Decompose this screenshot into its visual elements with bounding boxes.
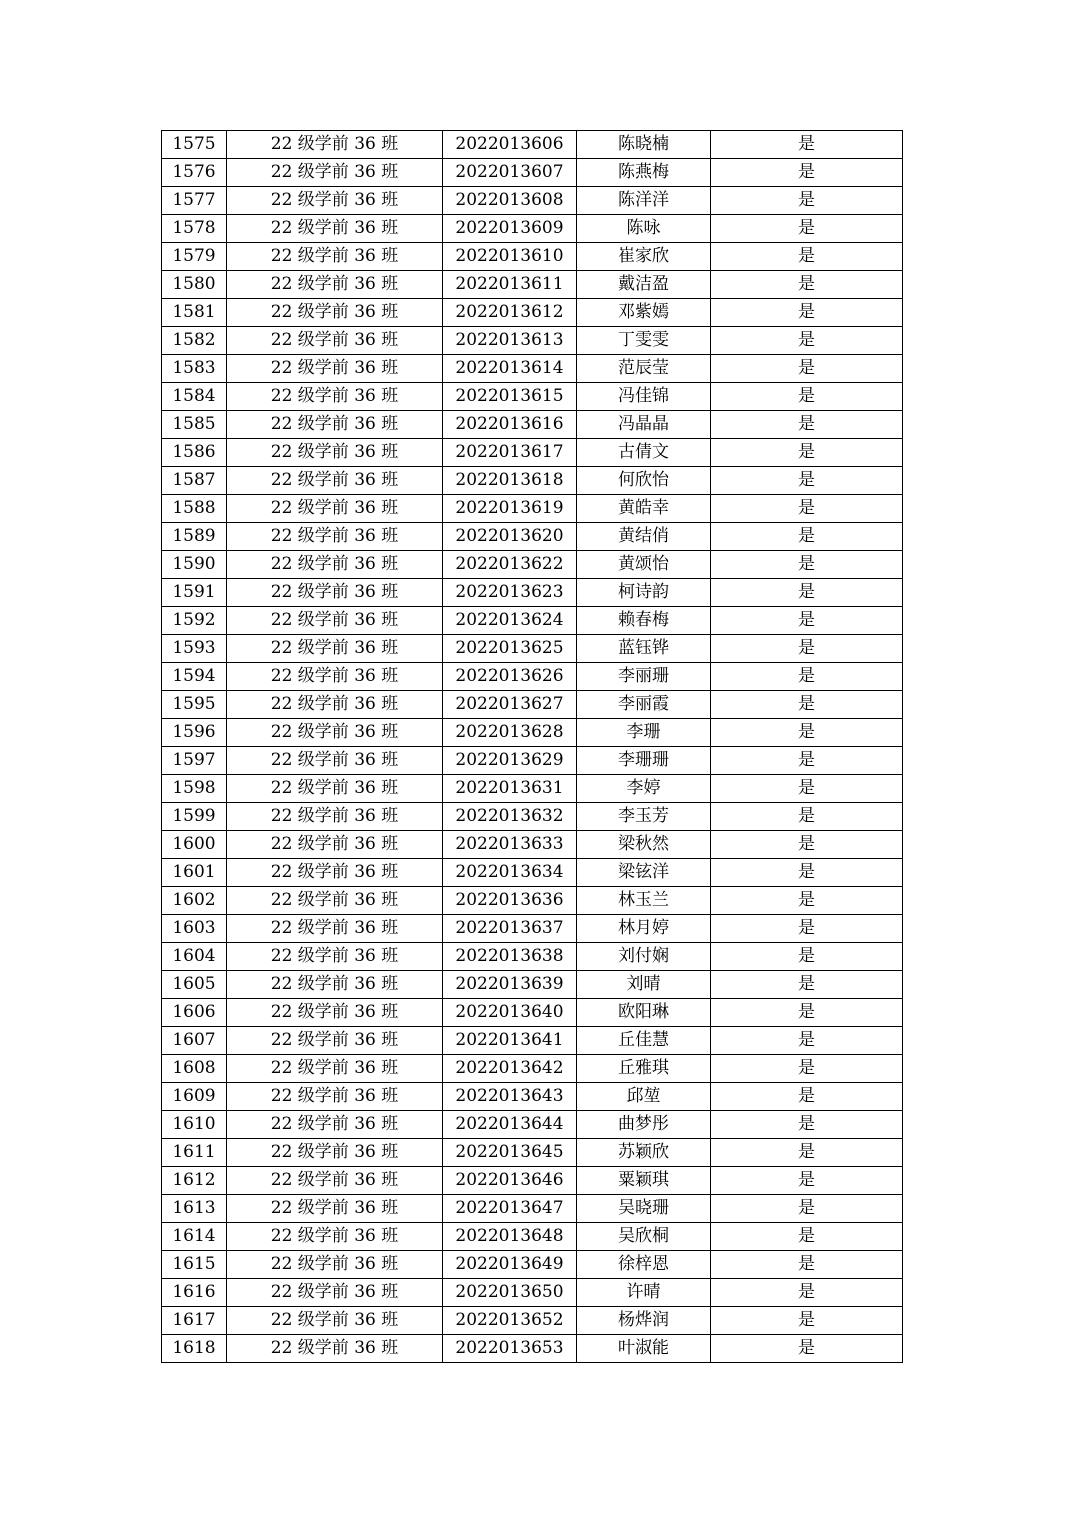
student-name-cell: 冯佳锦 — [577, 383, 711, 411]
status-cell: 是 — [711, 579, 903, 607]
table-row — [162, 719, 903, 747]
row-number-cell: 1589 — [162, 523, 227, 551]
row-number-cell: 1592 — [162, 607, 227, 635]
student-id-cell: 2022013607 — [443, 159, 577, 187]
status-cell: 是 — [711, 495, 903, 523]
student-id-cell: 2022013620 — [443, 523, 577, 551]
class-name-cell: 22 级学前 36 班 — [227, 271, 443, 299]
student-id-cell: 2022013609 — [443, 215, 577, 243]
table-row — [162, 663, 903, 691]
student-id-cell: 2022013642 — [443, 1055, 577, 1083]
student-id-cell: 2022013641 — [443, 1027, 577, 1055]
student-name-cell: 杨烨润 — [577, 1307, 711, 1335]
student-name-cell: 范辰莹 — [577, 355, 711, 383]
student-id-cell: 2022013652 — [443, 1307, 577, 1335]
class-name-cell: 22 级学前 36 班 — [227, 467, 443, 495]
class-name-cell: 22 级学前 36 班 — [227, 999, 443, 1027]
student-name-cell: 丘佳慧 — [577, 1027, 711, 1055]
status-cell: 是 — [711, 775, 903, 803]
student-id-cell: 2022013613 — [443, 327, 577, 355]
class-name-cell: 22 级学前 36 班 — [227, 439, 443, 467]
table-row — [162, 635, 903, 663]
status-cell: 是 — [711, 271, 903, 299]
student-name-cell: 叶淑能 — [577, 1335, 711, 1363]
class-name-cell: 22 级学前 36 班 — [227, 495, 443, 523]
table-row — [162, 747, 903, 775]
row-number-cell: 1591 — [162, 579, 227, 607]
table-row — [162, 1223, 903, 1251]
class-name-cell: 22 级学前 36 班 — [227, 747, 443, 775]
status-cell: 是 — [711, 1139, 903, 1167]
status-cell: 是 — [711, 1335, 903, 1363]
student-name-cell: 徐梓恩 — [577, 1251, 711, 1279]
student-name-cell: 许晴 — [577, 1279, 711, 1307]
student-id-cell: 2022013615 — [443, 383, 577, 411]
table-row — [162, 1083, 903, 1111]
status-cell: 是 — [711, 971, 903, 999]
table-row — [162, 887, 903, 915]
table-row — [162, 299, 903, 327]
student-name-cell: 林月婷 — [577, 915, 711, 943]
table-row — [162, 355, 903, 383]
class-name-cell: 22 级学前 36 班 — [227, 1111, 443, 1139]
row-number-cell: 1598 — [162, 775, 227, 803]
roster-body — [162, 131, 903, 1363]
status-cell: 是 — [711, 355, 903, 383]
student-name-cell: 李珊珊 — [577, 747, 711, 775]
student-id-cell: 2022013638 — [443, 943, 577, 971]
table-row — [162, 1027, 903, 1055]
class-name-cell: 22 级学前 36 班 — [227, 1307, 443, 1335]
table-row — [162, 859, 903, 887]
table-row — [162, 1139, 903, 1167]
student-name-cell: 丁雯雯 — [577, 327, 711, 355]
table-row — [162, 1251, 903, 1279]
row-number-cell: 1612 — [162, 1167, 227, 1195]
row-number-cell: 1618 — [162, 1335, 227, 1363]
class-name-cell: 22 级学前 36 班 — [227, 579, 443, 607]
row-number-cell: 1608 — [162, 1055, 227, 1083]
student-name-cell: 冯晶晶 — [577, 411, 711, 439]
class-name-cell: 22 级学前 36 班 — [227, 1055, 443, 1083]
row-number-cell: 1579 — [162, 243, 227, 271]
table-row — [162, 467, 903, 495]
row-number-cell: 1601 — [162, 859, 227, 887]
student-id-cell: 2022013619 — [443, 495, 577, 523]
class-name-cell: 22 级学前 36 班 — [227, 131, 443, 159]
table-row — [162, 411, 903, 439]
student-id-cell: 2022013639 — [443, 971, 577, 999]
student-name-cell: 刘付娴 — [577, 943, 711, 971]
class-name-cell: 22 级学前 36 班 — [227, 915, 443, 943]
row-number-cell: 1576 — [162, 159, 227, 187]
row-number-cell: 1585 — [162, 411, 227, 439]
row-number-cell: 1615 — [162, 1251, 227, 1279]
class-name-cell: 22 级学前 36 班 — [227, 1195, 443, 1223]
table-row — [162, 551, 903, 579]
table-row — [162, 803, 903, 831]
class-name-cell: 22 级学前 36 班 — [227, 887, 443, 915]
table-row — [162, 439, 903, 467]
class-name-cell: 22 级学前 36 班 — [227, 607, 443, 635]
status-cell: 是 — [711, 467, 903, 495]
class-name-cell: 22 级学前 36 班 — [227, 831, 443, 859]
status-cell: 是 — [711, 887, 903, 915]
class-name-cell: 22 级学前 36 班 — [227, 1279, 443, 1307]
student-id-cell: 2022013616 — [443, 411, 577, 439]
student-id-cell: 2022013622 — [443, 551, 577, 579]
status-cell: 是 — [711, 243, 903, 271]
table-row — [162, 187, 903, 215]
student-id-cell: 2022013634 — [443, 859, 577, 887]
student-id-cell: 2022013636 — [443, 887, 577, 915]
student-id-cell: 2022013631 — [443, 775, 577, 803]
status-cell: 是 — [711, 1279, 903, 1307]
student-id-cell: 2022013629 — [443, 747, 577, 775]
table-row — [162, 243, 903, 271]
table-row — [162, 271, 903, 299]
table-row — [162, 131, 903, 159]
row-number-cell: 1594 — [162, 663, 227, 691]
class-name-cell: 22 级学前 36 班 — [227, 1335, 443, 1363]
student-id-cell: 2022013650 — [443, 1279, 577, 1307]
student-name-cell: 梁秋然 — [577, 831, 711, 859]
student-name-cell: 古倩文 — [577, 439, 711, 467]
student-id-cell: 2022013640 — [443, 999, 577, 1027]
class-name-cell: 22 级学前 36 班 — [227, 1223, 443, 1251]
student-id-cell: 2022013623 — [443, 579, 577, 607]
status-cell: 是 — [711, 1111, 903, 1139]
student-name-cell: 赖春梅 — [577, 607, 711, 635]
class-name-cell: 22 级学前 36 班 — [227, 943, 443, 971]
table-row — [162, 943, 903, 971]
status-cell: 是 — [711, 607, 903, 635]
status-cell: 是 — [711, 859, 903, 887]
status-cell: 是 — [711, 439, 903, 467]
class-name-cell: 22 级学前 36 班 — [227, 1251, 443, 1279]
row-number-cell: 1605 — [162, 971, 227, 999]
status-cell: 是 — [711, 327, 903, 355]
student-name-cell: 邓紫嫣 — [577, 299, 711, 327]
class-name-cell: 22 级学前 36 班 — [227, 1139, 443, 1167]
student-id-cell: 2022013637 — [443, 915, 577, 943]
student-id-cell: 2022013644 — [443, 1111, 577, 1139]
status-cell: 是 — [711, 635, 903, 663]
row-number-cell: 1588 — [162, 495, 227, 523]
status-cell: 是 — [711, 1167, 903, 1195]
student-name-cell: 戴洁盈 — [577, 271, 711, 299]
row-number-cell: 1602 — [162, 887, 227, 915]
student-name-cell: 黄结俏 — [577, 523, 711, 551]
table-row — [162, 327, 903, 355]
table-row — [162, 1055, 903, 1083]
student-id-cell: 2022013611 — [443, 271, 577, 299]
status-cell: 是 — [711, 915, 903, 943]
student-name-cell: 李丽珊 — [577, 663, 711, 691]
table-row — [162, 1111, 903, 1139]
table-row — [162, 775, 903, 803]
table-row — [162, 523, 903, 551]
row-number-cell: 1604 — [162, 943, 227, 971]
row-number-cell: 1603 — [162, 915, 227, 943]
student-name-cell: 何欣怡 — [577, 467, 711, 495]
student-name-cell: 柯诗韵 — [577, 579, 711, 607]
student-name-cell: 陈咏 — [577, 215, 711, 243]
class-name-cell: 22 级学前 36 班 — [227, 355, 443, 383]
row-number-cell: 1595 — [162, 691, 227, 719]
class-name-cell: 22 级学前 36 班 — [227, 635, 443, 663]
table-row — [162, 1195, 903, 1223]
student-id-cell: 2022013626 — [443, 663, 577, 691]
row-number-cell: 1587 — [162, 467, 227, 495]
table-row — [162, 971, 903, 999]
row-number-cell: 1578 — [162, 215, 227, 243]
row-number-cell: 1582 — [162, 327, 227, 355]
row-number-cell: 1607 — [162, 1027, 227, 1055]
status-cell: 是 — [711, 299, 903, 327]
status-cell: 是 — [711, 1195, 903, 1223]
status-cell: 是 — [711, 411, 903, 439]
student-name-cell: 陈洋洋 — [577, 187, 711, 215]
status-cell: 是 — [711, 187, 903, 215]
status-cell: 是 — [711, 159, 903, 187]
status-cell: 是 — [711, 1223, 903, 1251]
status-cell: 是 — [711, 719, 903, 747]
student-name-cell: 刘晴 — [577, 971, 711, 999]
class-name-cell: 22 级学前 36 班 — [227, 187, 443, 215]
row-number-cell: 1614 — [162, 1223, 227, 1251]
row-number-cell: 1617 — [162, 1307, 227, 1335]
status-cell: 是 — [711, 523, 903, 551]
row-number-cell: 1586 — [162, 439, 227, 467]
row-number-cell: 1577 — [162, 187, 227, 215]
student-name-cell: 欧阳琳 — [577, 999, 711, 1027]
student-id-cell: 2022013633 — [443, 831, 577, 859]
class-name-cell: 22 级学前 36 班 — [227, 411, 443, 439]
student-name-cell: 邱堃 — [577, 1083, 711, 1111]
row-number-cell: 1583 — [162, 355, 227, 383]
status-cell: 是 — [711, 1027, 903, 1055]
student-id-cell: 2022013612 — [443, 299, 577, 327]
student-id-cell: 2022013649 — [443, 1251, 577, 1279]
class-name-cell: 22 级学前 36 班 — [227, 663, 443, 691]
row-number-cell: 1609 — [162, 1083, 227, 1111]
student-id-cell: 2022013617 — [443, 439, 577, 467]
student-id-cell: 2022013653 — [443, 1335, 577, 1363]
student-roster-table — [161, 130, 903, 1363]
status-cell: 是 — [711, 747, 903, 775]
table-row — [162, 915, 903, 943]
student-name-cell: 陈燕梅 — [577, 159, 711, 187]
class-name-cell: 22 级学前 36 班 — [227, 1083, 443, 1111]
student-name-cell: 崔家欣 — [577, 243, 711, 271]
table-row — [162, 1167, 903, 1195]
student-name-cell: 梁铉洋 — [577, 859, 711, 887]
row-number-cell: 1613 — [162, 1195, 227, 1223]
status-cell: 是 — [711, 1055, 903, 1083]
class-name-cell: 22 级学前 36 班 — [227, 243, 443, 271]
student-id-cell: 2022013643 — [443, 1083, 577, 1111]
student-name-cell: 李婷 — [577, 775, 711, 803]
row-number-cell: 1590 — [162, 551, 227, 579]
class-name-cell: 22 级学前 36 班 — [227, 299, 443, 327]
student-name-cell: 丘雅琪 — [577, 1055, 711, 1083]
student-id-cell: 2022013647 — [443, 1195, 577, 1223]
student-id-cell: 2022013625 — [443, 635, 577, 663]
table-row — [162, 383, 903, 411]
table-row — [162, 215, 903, 243]
student-name-cell: 蓝钰铧 — [577, 635, 711, 663]
row-number-cell: 1616 — [162, 1279, 227, 1307]
class-name-cell: 22 级学前 36 班 — [227, 691, 443, 719]
student-name-cell: 粟颖琪 — [577, 1167, 711, 1195]
row-number-cell: 1575 — [162, 131, 227, 159]
table-row — [162, 999, 903, 1027]
student-id-cell: 2022013632 — [443, 803, 577, 831]
table-row — [162, 1335, 903, 1363]
student-id-cell: 2022013646 — [443, 1167, 577, 1195]
student-name-cell: 吴晓珊 — [577, 1195, 711, 1223]
status-cell: 是 — [711, 1083, 903, 1111]
table-row — [162, 159, 903, 187]
student-name-cell: 吴欣桐 — [577, 1223, 711, 1251]
class-name-cell: 22 级学前 36 班 — [227, 215, 443, 243]
class-name-cell: 22 级学前 36 班 — [227, 719, 443, 747]
status-cell: 是 — [711, 663, 903, 691]
status-cell: 是 — [711, 383, 903, 411]
row-number-cell: 1596 — [162, 719, 227, 747]
class-name-cell: 22 级学前 36 班 — [227, 971, 443, 999]
class-name-cell: 22 级学前 36 班 — [227, 551, 443, 579]
status-cell: 是 — [711, 551, 903, 579]
row-number-cell: 1584 — [162, 383, 227, 411]
class-name-cell: 22 级学前 36 班 — [227, 775, 443, 803]
student-id-cell: 2022013606 — [443, 131, 577, 159]
table-row — [162, 607, 903, 635]
status-cell: 是 — [711, 215, 903, 243]
student-name-cell: 苏颖欣 — [577, 1139, 711, 1167]
row-number-cell: 1580 — [162, 271, 227, 299]
table-row — [162, 691, 903, 719]
student-name-cell: 林玉兰 — [577, 887, 711, 915]
table-row — [162, 495, 903, 523]
class-name-cell: 22 级学前 36 班 — [227, 859, 443, 887]
student-id-cell: 2022013645 — [443, 1139, 577, 1167]
row-number-cell: 1599 — [162, 803, 227, 831]
status-cell: 是 — [711, 691, 903, 719]
student-id-cell: 2022013618 — [443, 467, 577, 495]
status-cell: 是 — [711, 831, 903, 859]
status-cell: 是 — [711, 131, 903, 159]
status-cell: 是 — [711, 943, 903, 971]
student-name-cell: 黄皓幸 — [577, 495, 711, 523]
table-row — [162, 831, 903, 859]
class-name-cell: 22 级学前 36 班 — [227, 1167, 443, 1195]
student-name-cell: 陈晓楠 — [577, 131, 711, 159]
row-number-cell: 1611 — [162, 1139, 227, 1167]
row-number-cell: 1597 — [162, 747, 227, 775]
row-number-cell: 1610 — [162, 1111, 227, 1139]
status-cell: 是 — [711, 1251, 903, 1279]
status-cell: 是 — [711, 803, 903, 831]
student-id-cell: 2022013648 — [443, 1223, 577, 1251]
student-id-cell: 2022013624 — [443, 607, 577, 635]
row-number-cell: 1581 — [162, 299, 227, 327]
student-name-cell: 黄颂怡 — [577, 551, 711, 579]
class-name-cell: 22 级学前 36 班 — [227, 523, 443, 551]
student-name-cell: 李玉芳 — [577, 803, 711, 831]
student-id-cell: 2022013614 — [443, 355, 577, 383]
status-cell: 是 — [711, 999, 903, 1027]
row-number-cell: 1593 — [162, 635, 227, 663]
table-row — [162, 579, 903, 607]
class-name-cell: 22 级学前 36 班 — [227, 383, 443, 411]
row-number-cell: 1600 — [162, 831, 227, 859]
class-name-cell: 22 级学前 36 班 — [227, 803, 443, 831]
student-name-cell: 李丽霞 — [577, 691, 711, 719]
class-name-cell: 22 级学前 36 班 — [227, 1027, 443, 1055]
student-id-cell: 2022013608 — [443, 187, 577, 215]
table-row — [162, 1279, 903, 1307]
student-name-cell: 曲梦彤 — [577, 1111, 711, 1139]
class-name-cell: 22 级学前 36 班 — [227, 159, 443, 187]
status-cell: 是 — [711, 1307, 903, 1335]
student-id-cell: 2022013610 — [443, 243, 577, 271]
student-id-cell: 2022013627 — [443, 691, 577, 719]
student-name-cell: 李珊 — [577, 719, 711, 747]
table-row — [162, 1307, 903, 1335]
student-id-cell: 2022013628 — [443, 719, 577, 747]
row-number-cell: 1606 — [162, 999, 227, 1027]
class-name-cell: 22 级学前 36 班 — [227, 327, 443, 355]
